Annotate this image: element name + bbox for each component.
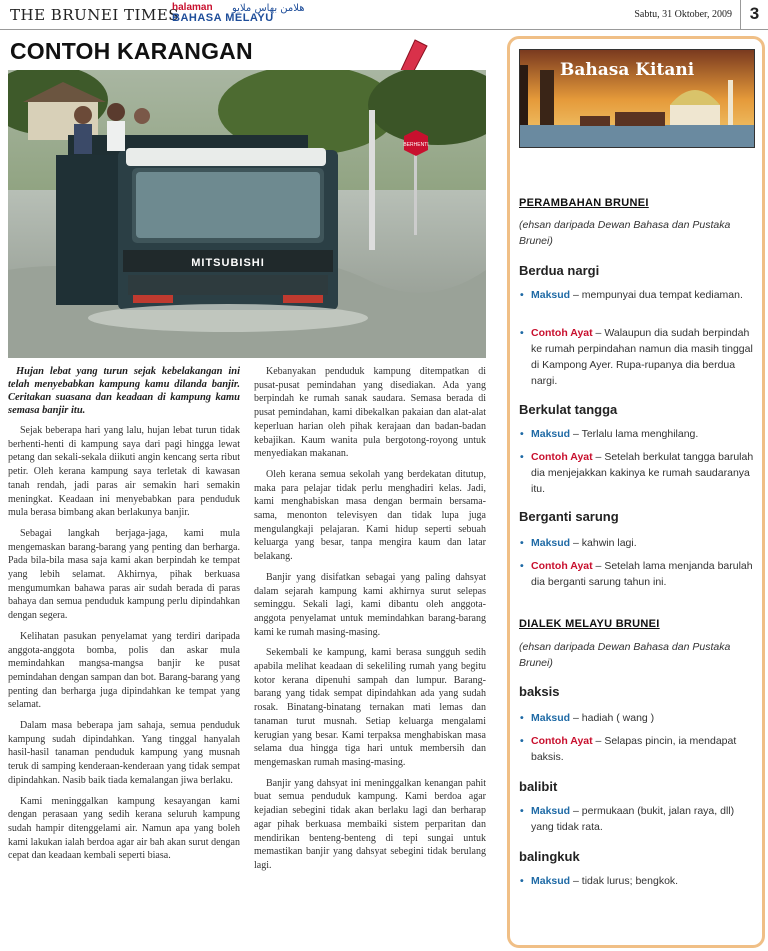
issue-date: Sabtu, 31 Oktober, 2009	[634, 9, 732, 20]
maksud-text: Terlalu lama menghilang.	[581, 428, 699, 440]
bullet-icon: •	[520, 805, 524, 817]
section-heading-perambahan: PERAMBAHAN BRUNEI	[519, 197, 649, 209]
contoh-label: Contoh Ayat	[531, 560, 593, 572]
article-paragraph: Sebagai langkah berjaga-jaga, kami mula mengemaskan barang-barang yang penting dan berharga. Pada bila-bila masa saja kami akan berpindah ke tempat yang lebih selamat. Akhirnya, pihak berkuasa mengumumkan bahawa paras air sudah berada di paras bahaya dan semua penduduk kampung perlu dipindahkan dengan segera.	[8, 527, 240, 622]
contoh-bullet: • Contoh Ayat – Setelah lama menjanda barulah dia berganti sarung tahun ini.	[520, 560, 753, 588]
stop-sign-text: BERHENTI	[403, 142, 429, 148]
section-heading-dialek: DIALEK MELAYU BRUNEI	[519, 618, 660, 630]
maksud-label: Maksud	[531, 537, 571, 549]
definition-item	[519, 873, 755, 889]
article-paragraph: Kelihatan pasukan penyelamat yang terdiri daripada anggota-anggota bomba, polis dan askar mula memindahkan mangsa-mangsa banjir ke pusat pemindahan dengan sampan dan bot. Barang-barang yang penting dan berharga juga dipindahkan ke tempat yang selamat.	[8, 630, 240, 711]
section-logo-line1: halaman	[172, 2, 213, 13]
maksud-text: permukaan (bukit, jalan raya, dll) yang tidak rata.	[531, 805, 735, 833]
contoh-bullet: • Contoh Ayat – Setelah berkulat tangga barulah dia menjejakkan kakinya ke rumah saudaranya itu.	[520, 451, 754, 495]
article-paragraph: Sekembali ke kampung, kami berasa sungguh sedih apabila melihat keadaan di sekeliling rumah yang begitu kotor kerana dipenuhi sampah dan lumpur. Barang-barang yang tidak sempat dipindahkan ada yang sudah rosak. Binatang-binatang ternakan mati lemas dan tanaman turut musnah. Setiap keluarga mengalami kerugian yang besar. Kami terpaksa menghabiskan masa selama dua hingga tiga hari untuk membersih dan mengemaskan rumah masing-masing.	[254, 647, 486, 768]
article-headline: CONTOH KARANGAN	[10, 38, 253, 64]
maksud-text: mempunyai dua tempat kediaman.	[581, 289, 743, 301]
bullet-icon: •	[520, 428, 524, 440]
maksud-bullet: • Maksud – Terlalu lama menghilang.	[520, 428, 699, 440]
contoh-text: Walaupun dia sudah berpindah ke rumah perpindahan namun dia masih tinggal di Kampong Ayer. Rupa-rupanya dia berdua nargi.	[531, 327, 753, 387]
maksud-bullet: • Maksud – kahwin lagi.	[520, 537, 637, 549]
contoh-label: Contoh Ayat	[531, 735, 593, 747]
bullet-icon: •	[520, 560, 524, 572]
masthead	[0, 0, 768, 30]
term-title: baksis	[519, 684, 560, 699]
contoh-bullet: • Contoh Ayat – Walaupun dia sudah berpindah ke rumah perpindahan namun dia masih tinggal di Kampong Ayer. Rupa-rupanya dia berdua nargi.	[520, 327, 753, 387]
maksud-text: hadiah ( wang )	[581, 712, 655, 724]
section-credit-text: (ehsan daripada Dewan Bahasa dan Pustaka Brunei)	[519, 219, 731, 247]
bahasa-kitani-sidebar	[507, 36, 765, 948]
article-lead: Hujan lebat yang turun sejak kebelakangan ini telah menyebabkan kampung kamu dilanda banjir. Ceritakan suasana dan keadaan di kampung kamu semasa banjir itu.	[8, 366, 240, 416]
example-item	[519, 558, 755, 590]
definition-item	[519, 803, 755, 835]
term-entry	[519, 849, 755, 864]
contoh-bullet: • Contoh Ayat – Selapas pincin, ia mendapat baksis.	[520, 735, 737, 763]
truck-brand: MITSUBISHI	[191, 257, 265, 269]
example-item	[519, 449, 755, 497]
section-logo-line2: BAHASA MELAYU	[172, 12, 274, 24]
definition-item	[519, 710, 755, 726]
banner-title: Bahasa Kitani	[560, 60, 695, 80]
bullet-icon: •	[520, 712, 524, 724]
page-number: 3	[740, 0, 768, 30]
section-credit	[519, 639, 755, 671]
article-paragraph: Kami meninggalkan kampung kesayangan kami dengan perasaan yang sedih kerana seluruh kampung sudah hampir ditenggelami air. Namun apa yang boleh kami lakukan ialah berdoa agar air bah akan surut dengan cepat dan keadaan kembali seperti biasa.	[8, 795, 240, 862]
contoh-text: Setelah lama menjanda barulah dia berganti sarung tahun ini.	[531, 560, 753, 588]
maksud-bullet: • Maksud – mempunyai dua tempat kediaman.	[520, 289, 743, 301]
section-credit	[519, 217, 755, 249]
bullet-icon: •	[520, 327, 524, 339]
contoh-text: Setelah berkulat tangga barulah dia menjejakkan kakinya ke rumah saudaranya itu.	[531, 451, 754, 495]
maksud-bullet: • Maksud – permukaan (bukit, jalan raya, dll) yang tidak rata.	[520, 805, 735, 833]
section-heading	[519, 197, 755, 209]
maksud-label: Maksud	[531, 712, 571, 724]
definition-item	[519, 287, 755, 303]
contoh-label: Contoh Ayat	[531, 451, 593, 463]
maksud-bullet: • Maksud – tidak lurus; bengkok.	[520, 875, 679, 887]
term-title: Berganti sarung	[519, 509, 619, 524]
article-column-2	[254, 365, 486, 880]
bahasa-kitani-banner	[519, 49, 755, 148]
maksud-label: Maksud	[531, 875, 571, 887]
bullet-icon: •	[520, 735, 524, 747]
article-paragraph: Dalam masa beberapa jam sahaja, semua penduduk kampung sudah dipindahkan. Yang tinggal hanyalah hasil-hasil tanaman penduduk kampung yang musnah teruk di samping kenderaan-kenderaan yang tidak sempat dipindahkan. Nasib baik tiada kemalangan jiwa berlaku.	[8, 720, 240, 786]
term-entry	[519, 402, 755, 417]
maksud-text: tidak lurus; bengkok.	[578, 875, 679, 887]
term-title: Berdua nargi	[519, 263, 600, 278]
maksud-label: Maksud	[531, 289, 571, 301]
term-entry	[519, 779, 755, 794]
term-entry	[519, 684, 755, 699]
article-paragraph: Kebanyakan penduduk kampung ditempatkan di pusat-pusat pemindahan yang disediakan. Ada yang berpindah ke rumah sanak saudara. Semasa berada di pusat pemindahan, kami dibekalkan pakaian dan alat-alat keperluan harian oleh pihak kerajaan dan badan-badan kebajikan. Kaum wanita pula bergotong-royong untuk menyediakan makanan.	[254, 366, 486, 460]
article-column-1	[8, 365, 240, 870]
bullet-icon: •	[520, 451, 524, 463]
contoh-text: Selapas pincin, ia mendapat baksis.	[531, 735, 737, 763]
flood-photo	[8, 70, 486, 358]
maksud-bullet: • Maksud – hadiah ( wang )	[520, 712, 655, 724]
definition-item	[519, 426, 755, 442]
bullet-icon: •	[520, 289, 524, 301]
maksud-label: Maksud	[531, 428, 571, 440]
contoh-label: Contoh Ayat	[531, 327, 593, 339]
term-entry	[519, 509, 755, 524]
maksud-text: kahwin lagi.	[578, 537, 637, 549]
example-item	[519, 325, 755, 389]
bullet-icon: •	[520, 875, 524, 887]
bullet-icon: •	[520, 537, 524, 549]
term-entry	[519, 263, 755, 278]
jawi-logo: هلامن بهاس ملايو	[232, 3, 305, 14]
term-title: Berkulat tangga	[519, 402, 618, 417]
section-credit-text: (ehsan daripada Dewan Bahasa dan Pustaka Brunei)	[519, 641, 731, 669]
definition-item	[519, 535, 755, 551]
maksud-label: Maksud	[531, 805, 571, 817]
section-heading	[519, 618, 755, 630]
example-item	[519, 733, 755, 765]
article-body	[8, 365, 490, 951]
term-title: balingkuk	[519, 849, 580, 864]
term-title: balibit	[519, 779, 558, 794]
article-paragraph: Banjir yang dahsyat ini meninggalkan kenangan pahit buat semua penduduk kampung. Kami berdoa agar kejadian sebegini tidak akan berlaku lagi dan berharap agar pihak berkuasa membaiki sistem perparitan dan mendirikan benteng-benteng di tepi sungai untuk memastikan banjir yang dahsyat sebegini tidak berulang lagi.	[254, 777, 486, 871]
newspaper-name: THE BRUNEI TIMES	[10, 6, 180, 24]
article-paragraph: Sejak beberapa hari yang lalu, hujan lebat turun tidak berhenti-henti di kampung saya dari pagi hingga lewat petang dan sekali-sekala diikuti angin kencang serta ribut petir. Oleh kerana kampung saya terletak di kawasan tanah rendah, jadi paras air semakin hari semakin meningkat. Keadaan ini menyebabkan para penduduk mula berasa bimbang akan berlakunya banjir.	[8, 425, 240, 519]
article-paragraph: Banjir yang disifatkan sebagai yang paling dahsyat dalam sejarah kampung kami akhirnya surut selepas seminggu. Sekali lagi, kami dibantu oleh anggota-anggota penyelamat untuk memindahkan barang-barang kami ke rumah masing-masing.	[254, 571, 486, 638]
article-paragraph: Oleh kerana semua sekolah yang berdekatan ditutup, maka para pelajar tidak perlu menghadiri kelas. Jadi, kami menghabiskan masa dengan bermain bersama-sama, menonton televisyen dan tidak lupa juga mengulangkaji pelajaran. Kami hidup seperti sebuah keluarga yang besar, tanpa mengira kaum dan latar belakang.	[254, 468, 486, 563]
